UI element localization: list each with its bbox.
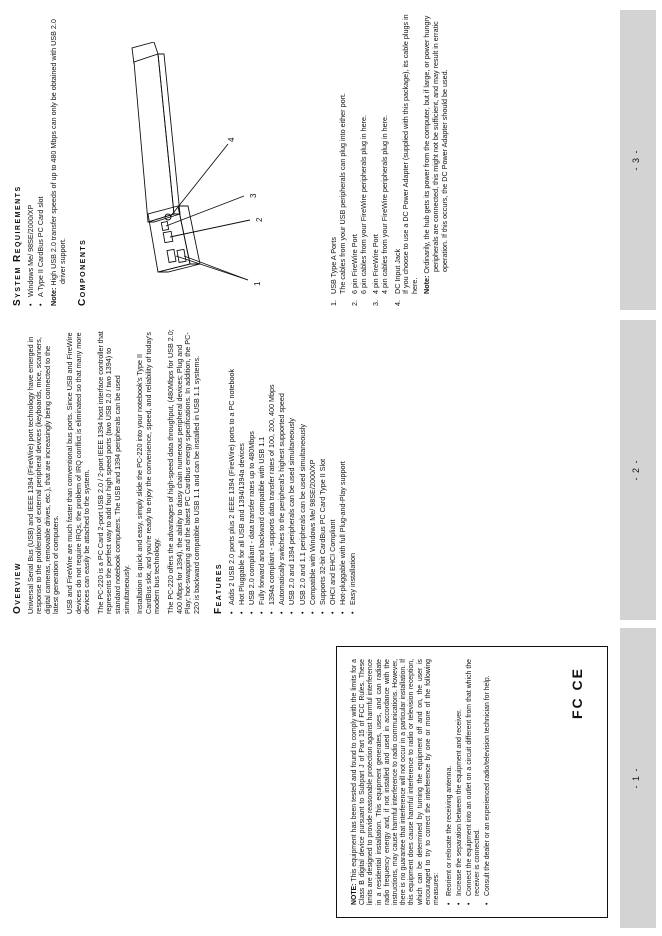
fcc-notice-text (351, 659, 441, 905)
measure-item: • Reorient or relocate the receiving antenna. (446, 659, 454, 905)
page-number: - 1 - (631, 767, 641, 789)
overview-heading: Overview (12, 562, 23, 614)
requirements-note (50, 10, 67, 306)
page-1 (0, 628, 662, 928)
card-connector (132, 42, 158, 64)
component-name: 6 pin FireWire Port (350, 234, 360, 294)
feature-item: • Fully forward and backward compatible with USB 1.1 (258, 328, 267, 614)
callout-3: 3 (249, 193, 258, 198)
component-desc: The cables from your USB peripherals can plug into either port. (337, 93, 347, 294)
overview-paragraph: Universal Serial Bus (USB) and IEEE 1394 (FireWire) port technology have emerged in response to the proliferation of external peripheral devices (keyboards, mice, scanners, digital cameras, removable drives, etc.), that are increasingly being connected to the latest generation of computers. (25, 336, 61, 614)
measure-item: • Connect the equipment into an outlet on a circuit different from that which the receiver is connected. (466, 659, 482, 905)
callout-1: 1 (253, 281, 262, 286)
feature-item: • OHCI and EHCI Compliant (329, 328, 338, 614)
firewire-4pin-port-icon (161, 222, 168, 231)
overview-paragraph: The PC-220 is a PC Card 2-port USB 2.0 / 2-port IEEE 1394 host interface controller that represents the perfect way to add four high speed ports (two USB 2.0 / two 1394) to standard notebook computers. The USB and 1394 peripherals can be used simultaneously. (95, 331, 131, 614)
component-desc: 4 pin cables from your FireWire peripherals plug in here. (379, 115, 389, 294)
component-item (330, 10, 347, 306)
power-note (423, 10, 449, 306)
components-list (330, 10, 419, 306)
overview-paragraph: Installation is quick and easy, simply slide the PC-220 into your notebook's Type II CardBus slot, and you're ready to enjoy the convenience, speed, and reliability of today's modern bus technology. (135, 331, 162, 614)
pc-card-illustration (118, 42, 324, 292)
feature-item: • USB 2.0 and 1.1 peripherals can be used simultaneously (299, 328, 308, 614)
overview-paragraph: The PC-220 offers the advantages of high-speed data throughput, (480Mbps for USB 2.0; 400 Mbps for 1394), the ability to daisy chain numerous peripheral devices; Plug and Play; hot-swapping and the latest PC Cardbus energy specifications. In addition, the PC-220 is backward compatible to USB 1.1 and can be installed in USB 1.1 systems. (165, 329, 201, 614)
overview-paragraph: USB and FireWire are much faster than conventional bus ports. Since USB and FireWire devices do not require IRQs, the problem of IRQ conflict is eliminated so that many more devices can easily be attached to the system. (64, 332, 92, 614)
callout-2: 2 (255, 217, 264, 222)
notice-body: This equipment has been tested and found to comply with the limits for a Class B digital device pursuant to Subpart J of Part 15 of FCC Rules. These limits are designed to provide reasonable protection against harmful interference in a residential installation. This equipment generates, uses, and can radiate radio frequency energy and, if not installed and used in accordance with the instructions, may cause harmful interference to radio communications. However, there is no guarantee that interference will not occur in a particular installation. If this equipment does cause harmful interference to radio or television reception, which can be determined by turning the equipment off and on, the user is encouraged to try to correct the interference by one or more of the following measures: (351, 659, 441, 905)
note-text: High USB 2.0 transfer speeds of up to 480 Mbps can only be obtained with USB 2.0 driver support. (49, 19, 67, 286)
component-desc: 6 pin cables from your FireWire peripherals plug in here. (358, 115, 368, 294)
component-item (372, 10, 389, 306)
feature-item: • Supports 32-bit CardBus PC Card Type II Slot (319, 328, 328, 614)
feature-item: • USB 2.0 compliant - data transfer rates up to 480Mbps (248, 328, 257, 614)
note-lead: Note: (422, 275, 432, 294)
fcc-notice-box (336, 646, 608, 918)
feature-item: • USB 2.0 and 1394 peripherals can be used simultaneously (288, 328, 297, 614)
note-lead: Note: (49, 287, 59, 306)
feature-item: • Adds 2 USB 2.0 ports plus 2 IEEE 1394 (FireWire) ports to a PC notebook (228, 328, 237, 614)
feature-item: • Hot Pluggable for all USB and 1394/1394a devices (238, 328, 247, 614)
component-name: 4 pin FireWire Port (371, 234, 381, 294)
feature-item: • Automatically switches to the peripheral's highest supported speed (278, 328, 287, 614)
page-2 (0, 320, 662, 620)
requirement-item: • A Type II CardBus PC Card slot (37, 10, 46, 306)
fcc-ce-logo: FC CE (569, 667, 585, 719)
component-desc: If you choose to use a DC Power Adapter (supplied with this package), its cable plugs in here. (401, 14, 419, 294)
component-item (351, 10, 368, 306)
notice-lead: NOTE: (351, 883, 358, 905)
component-item (394, 10, 420, 306)
usb-port-icon (167, 249, 176, 262)
note-text: Ordinarily, the hub gets its power from the computer, but if large, or power hungry peripherals are connected, this might not be sufficient, and may result in erratic operation. If this occurs, the DC Power Adapter should be used. (422, 15, 449, 274)
feature-item: • Hot-pluggable with full Plug-and-Play support (339, 328, 348, 614)
feature-item: • 1394a compliant - supports data transfer rates of 100, 200, 400 Mbps (268, 328, 277, 614)
page-number: - 3 - (631, 149, 641, 171)
measure-item: • Consult the dealer or an experienced radio/television technician for help. (484, 659, 492, 905)
features-heading: Features (213, 562, 225, 614)
card-top-face (134, 54, 174, 222)
measure-item: • Increase the separation between the equipment and receiver. (456, 659, 464, 905)
callout-4: 4 (227, 137, 236, 142)
component-name: DC Input Jack (392, 248, 402, 294)
feature-item: • Compatible with Windows Me/ 98SE/2000/XP (309, 328, 318, 614)
requirements-list (27, 10, 46, 306)
components-heading: Components (77, 238, 89, 306)
page-number: - 2 - (631, 459, 641, 481)
feature-item: • Easy installation (349, 328, 358, 614)
system-requirements-heading: System Requirements (12, 185, 23, 306)
measures-list (446, 659, 492, 905)
features-list (228, 328, 358, 614)
component-name: USB Type A Ports (329, 237, 338, 294)
page-3 (0, 10, 662, 310)
requirement-item: • Windows Me/ 98SE/2000/XP (27, 10, 36, 306)
